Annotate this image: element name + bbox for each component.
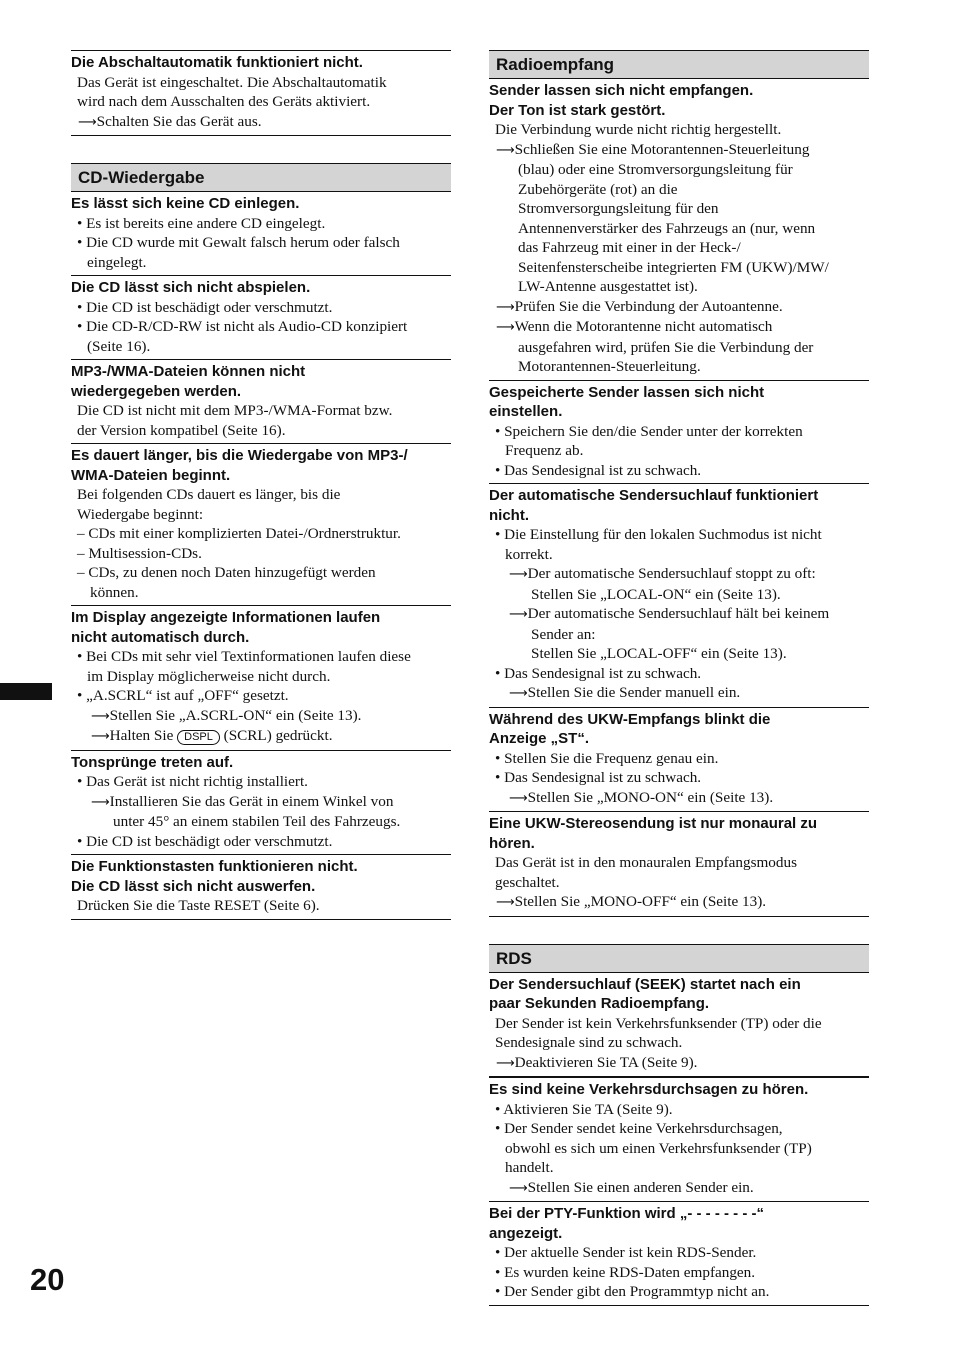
entry-gespeicherte-sender: Gespeicherte Sender lassen sich nicht einstellen. • Speichern Sie den/die Sender unter der korrekten Frequenz ab. • Das Sendesignal ist zu schwach. <box>489 383 869 485</box>
arrow-icon: ⟶ <box>509 790 528 806</box>
entry-verkehrsdurchsagen: Es sind keine Verkehrsdurchsagen zu hören. • Aktivieren Sie TA (Seite 9). • Der Sender sendet keine Verkehrsdurchsagen, obwohl es sich um einen Verkehrsfunksender (TP) handelt. ⟶Stellen Sie einen anderen Sender ein. <box>489 1077 869 1202</box>
entry-st-blinkt: Während des UKW-Empfangs blinkt die Anzeige „ST“. • Stellen Sie die Frequenz genau ein. • Das Sendesignal ist zu schwach. ⟶Stellen Sie „MONO-ON“ ein (Seite 13). <box>489 710 869 813</box>
arrow-icon: ⟶ <box>496 895 515 910</box>
arrow-icon: ⟶ <box>78 114 97 130</box>
left-column <box>71 50 451 920</box>
entry-title: Die Abschaltautomatik funktioniert nicht. <box>71 54 363 71</box>
arrow-icon: ⟶ <box>509 1180 528 1196</box>
arrow-icon: ⟶ <box>496 299 515 315</box>
entry-pty: Bei der PTY-Funktion wird „- - - - - - - -“ angezeigt. • Der aktuelle Sender ist kein RDS-Sender. • Es wurden keine RDS-Daten empfangen. • Der Sender gibt den Programmtyp nicht an. <box>489 1204 869 1306</box>
entry-mp3-wma: MP3-/WMA-Dateien können nicht wiedergegeben werden. Die CD ist nicht mit dem MP3-/WMA-Format bzw. der Version kompatibel (Seite 16). <box>71 362 451 444</box>
section-heading-cd: CD-Wiedergabe <box>71 163 451 192</box>
arrow-icon: ⟶ <box>496 1055 515 1071</box>
entry-display-scroll: Im Display angezeigte Informationen laufen nicht automatisch durch. • Bei CDs mit sehr viel Textinformationen laufen diese im Display möglicherweise nicht durch. • „A.SCRL“ ist auf „OFF“ gesetzt. ⟶Stellen Sie „A.SCRL-ON“ ein (Seite 13). ⟶Halten Sie DSPL (SCRL) gedrückt. <box>71 608 451 751</box>
entry-cd-einlegen: Es lässt sich keine CD einlegen. • Es ist bereits eine andere CD eingelegt. • Die CD wurde mit Gewalt falsch herum oder falsch eingelegt. <box>71 194 451 276</box>
arrow-icon: ⟶ <box>91 729 110 744</box>
arrow-icon: ⟶ <box>91 708 110 724</box>
arrow-icon: ⟶ <box>509 607 528 622</box>
arrow-icon: ⟶ <box>496 142 515 158</box>
section-heading-radio: Radioempfang <box>489 50 869 79</box>
section-heading-rds: RDS <box>489 944 869 973</box>
entry-monaural: Eine UKW-Stereosendung ist nur monaural zu hören. Das Gerät ist in den monauralen Empfangsmodus geschaltet. ⟶Stellen Sie „MONO-OFF“ ein (Seite 13). <box>489 814 869 917</box>
arrow-icon: ⟶ <box>509 686 528 701</box>
arrow-icon: ⟶ <box>496 320 515 335</box>
entry-sender-empfang: Sender lassen sich nicht empfangen. Der Ton ist stark gestört. Die Verbindung wurde nicht richtig hergestellt. ⟶Schließen Sie eine Motorantennen-Steuerleitung (blau) oder eine Stromversorgungsleitung für Zubehörgeräte (rot) an die Stromversorgungsleitung für den Antennenverstärker des Fahrzeugs an (nur, wenn das Fahrzeug mit einer in der Heck-/ Seitenfensterscheibe integrierten FM (UKW)/MW/ LW-Antenne ausgestattet ist). ⟶Prüfen Sie die Verbindung der Autoantenne. ⟶Wenn die Motorantenne nicht automatisch ausgefahren wird, prüfen Sie die Verbindung der Motorantennen-Steuerleitung. <box>489 81 869 381</box>
entry-seek: Der Sendersuchlauf (SEEK) startet nach ein paar Sekunden Radioempfang. Der Sender ist kein Verkehrsfunksender (TP) oder die Sendesignale sind zu schwach. ⟶Deaktivieren Sie TA (Seite 9). <box>489 975 869 1078</box>
entry-sendersuchlauf: Der automatische Sendersuchlauf funktioniert nicht. • Die Einstellung für den lokalen Suchmodus ist nicht korrekt. ⟶Der automatische Sendersuchlauf stoppt zu oft: Stellen Sie „LOCAL-ON“ ein (Seite 13). ⟶Der automatische Sendersuchlauf hält bei keinem Sender an: Stellen Sie „LOCAL-OFF“ ein (Seite 13). • Das Sendesignal ist zu schwach. ⟶Stellen Sie die Sender manuell ein. <box>489 486 869 708</box>
entry-tonspruenge: Tonsprünge treten auf. • Das Gerät ist nicht richtig installiert. ⟶Installieren Sie das Gerät in einem Winkel von unter 45° an einem stabilen Teil des Fahrzeugs. • Die CD ist beschädigt oder verschmutzt. <box>71 753 451 856</box>
right-column <box>489 50 869 1306</box>
entry-abschaltautomatik: Die Abschaltautomatik funktioniert nicht. Das Gerät ist eingeschaltet. Die Abschaltautomatik wird nach dem Ausschalten des Geräts aktiviert. ⟶Schalten Sie das Gerät aus. <box>71 50 451 136</box>
entry-funktionstasten: Die Funktionstasten funktionieren nicht. Die CD lässt sich nicht auswerfen. Drücken Sie die Taste RESET (Seite 6). <box>71 857 451 920</box>
chapter-tab-marker <box>0 683 52 700</box>
page-number: 20 <box>30 1262 65 1297</box>
arrow-icon: ⟶ <box>91 794 110 810</box>
dspl-button-symbol: DSPL <box>177 730 220 745</box>
arrow-icon: ⟶ <box>509 567 528 582</box>
entry-wiedergabe-dauer: Es dauert länger, bis die Wiedergabe von MP3-/ WMA-Dateien beginnt. Bei folgenden CDs dauert es länger, bis die Wiedergabe beginnt: – CDs mit einer komplizierten Datei-/Ordnerstruktur. – Multisession-CDs. – CDs, zu denen noch Daten hinzugefügt werden können. <box>71 446 451 606</box>
entry-cd-abspielen: Die CD lässt sich nicht abspielen. • Die CD ist beschädigt oder verschmutzt. • Die CD-R/CD-RW ist nicht als Audio-CD konzipiert (Seite 16). <box>71 278 451 360</box>
